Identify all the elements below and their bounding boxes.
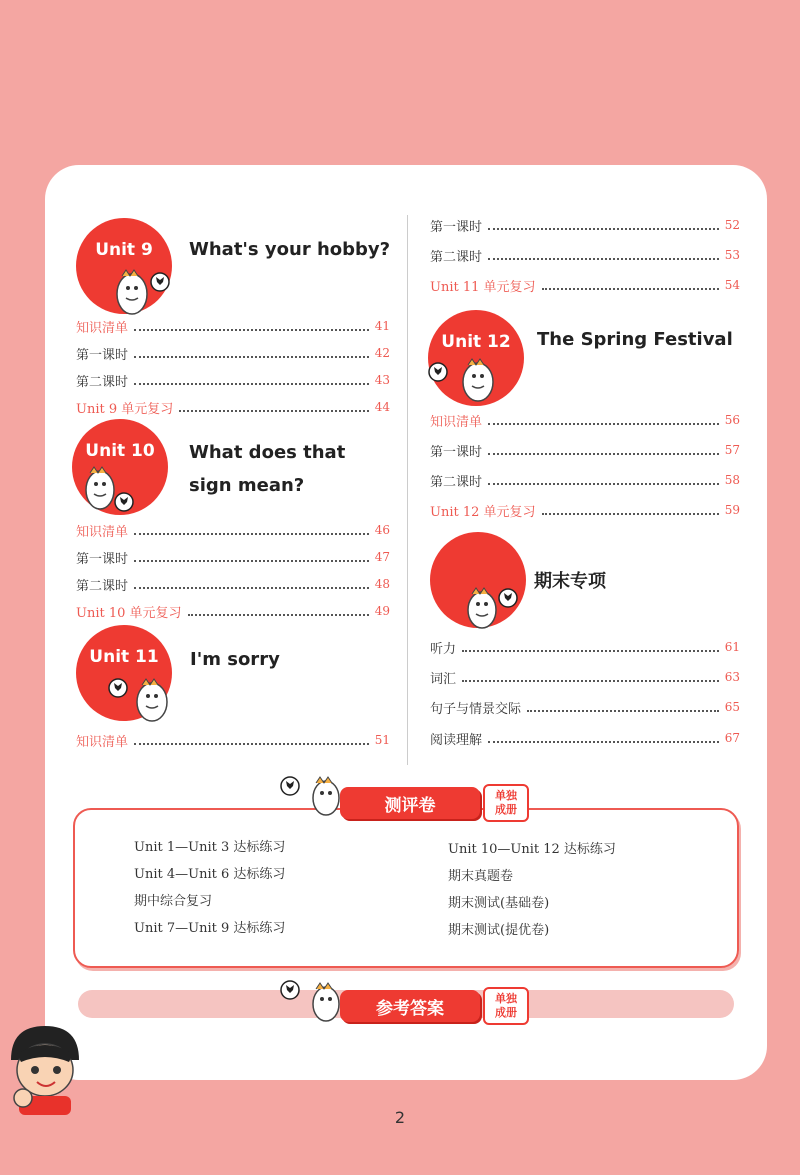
toc-row-label: 知识清单	[76, 734, 129, 750]
toc-row-label: 第二课时	[430, 249, 483, 265]
toc-row-label: Unit 11 单元复习	[430, 279, 536, 295]
test-paper-item[interactable]: 期末测试(提优卷)	[448, 923, 550, 938]
toc-row-label: 知识清单	[430, 414, 483, 430]
toc-row-label: 第二课时	[430, 474, 483, 490]
toc-row-label: 第二课时	[76, 374, 129, 390]
dinosaur-mascot-icon	[104, 264, 176, 320]
toc-row-page: 63	[724, 670, 740, 684]
dot-leader	[188, 614, 369, 616]
toc-row-page: 59	[724, 503, 740, 517]
dot-leader	[134, 329, 369, 331]
toc-row-page: 49	[374, 604, 390, 618]
separate-volume-tag	[483, 987, 529, 1025]
unit-title-line: What's your hobby?	[189, 239, 391, 260]
toc-row[interactable]	[430, 440, 740, 460]
unit-title	[534, 565, 606, 598]
unit-badge-label: Unit 9	[95, 240, 153, 260]
toc-row-label: 听力	[430, 641, 457, 657]
test-paper-item[interactable]: Unit 4—Unit 6 达标练习	[134, 867, 286, 882]
dot-leader	[462, 680, 719, 682]
toc-row-label: 知识清单	[76, 320, 129, 336]
toc-row-label: 第一课时	[430, 219, 483, 235]
toc-row[interactable]	[430, 500, 740, 520]
toc-row-label: 第一课时	[76, 347, 129, 363]
dot-leader	[527, 710, 719, 712]
test-papers-title: 测评卷	[340, 787, 480, 819]
toc-row-page: 54	[724, 278, 740, 292]
unit-title	[190, 643, 280, 676]
toc-row[interactable]	[430, 275, 740, 295]
toc-row-label: 第一课时	[430, 444, 483, 460]
toc-row-label: 第二课时	[76, 578, 129, 594]
unit-badge-label: Unit 11	[89, 647, 159, 667]
toc-row-page: 47	[374, 550, 390, 564]
toc-row-label: Unit 10 单元复习	[76, 605, 182, 621]
toc-row-page: 41	[374, 319, 390, 333]
test-paper-item[interactable]: 期末真题卷	[448, 869, 514, 884]
answer-title: 参考答案	[340, 990, 480, 1022]
toc-row-page: 43	[374, 373, 390, 387]
unit-badge-label: Unit 12	[441, 332, 511, 352]
test-paper-item[interactable]: 期中综合复习	[134, 894, 213, 909]
toc-row-label: 第一课时	[76, 551, 129, 567]
dinosaur-mascot-icon	[76, 460, 140, 516]
test-paper-item[interactable]: Unit 1—Unit 3 达标练习	[134, 840, 286, 855]
unit-title-line: 期末专项	[534, 571, 606, 592]
dot-leader	[134, 587, 369, 589]
dinosaur-mascot-icon	[426, 352, 502, 408]
toc-row[interactable]	[76, 343, 390, 363]
column-divider	[407, 215, 408, 765]
dot-leader	[179, 410, 368, 412]
toc-row-label: Unit 12 单元复习	[430, 504, 536, 520]
toc-row-page: 61	[724, 640, 740, 654]
toc-row[interactable]	[430, 410, 740, 430]
toc-row[interactable]	[430, 697, 740, 717]
toc-row[interactable]	[76, 370, 390, 390]
boy-mascot-icon	[5, 1020, 85, 1115]
dot-leader	[134, 533, 369, 535]
toc-row-page: 51	[374, 733, 390, 747]
dot-leader	[134, 743, 369, 745]
toc-row-label: 知识清单	[76, 524, 129, 540]
dot-leader	[488, 258, 719, 260]
toc-row[interactable]	[76, 547, 390, 567]
toc-row[interactable]	[430, 728, 740, 748]
toc-row[interactable]	[76, 397, 390, 417]
test-papers-box	[73, 808, 739, 968]
test-paper-item[interactable]: 期末测试(基础卷)	[448, 896, 550, 911]
toc-row-page: 57	[724, 443, 740, 457]
unit-title-line: What does that	[189, 442, 346, 463]
toc-row[interactable]	[76, 316, 390, 336]
dot-leader	[488, 423, 719, 425]
toc-row-page: 58	[724, 473, 740, 487]
toc-row[interactable]	[76, 574, 390, 594]
toc-row[interactable]	[430, 215, 740, 235]
dot-leader	[134, 383, 369, 385]
toc-row[interactable]	[76, 601, 390, 621]
dot-leader	[488, 228, 719, 230]
dot-leader	[542, 513, 719, 515]
unit-badge-label: Unit 10	[85, 441, 155, 461]
dot-leader	[462, 650, 719, 652]
dinosaur-mascot-icon	[104, 670, 176, 726]
page-number: 2	[394, 1108, 406, 1127]
dot-leader	[134, 356, 369, 358]
tag-line: 单独	[495, 789, 517, 802]
toc-row-page: 46	[374, 523, 390, 537]
toc-row[interactable]	[430, 245, 740, 265]
toc-row-page: 53	[724, 248, 740, 262]
toc-row-page: 48	[374, 577, 390, 591]
toc-row-label: Unit 9 单元复习	[76, 401, 174, 417]
dot-leader	[134, 560, 369, 562]
toc-row[interactable]	[76, 730, 390, 750]
test-paper-item[interactable]: Unit 10—Unit 12 达标练习	[448, 842, 616, 857]
unit-title	[189, 436, 345, 502]
toc-row-page: 67	[724, 731, 740, 745]
tag-line: 单独	[495, 992, 517, 1005]
unit-title	[189, 233, 390, 266]
dot-leader	[542, 288, 719, 290]
dot-leader	[488, 453, 719, 455]
unit-title	[537, 323, 733, 356]
toc-row-label: 句子与情景交际	[430, 701, 522, 717]
toc-row-label: 词汇	[430, 671, 457, 687]
dot-leader	[488, 483, 719, 485]
toc-row-page: 65	[724, 700, 740, 714]
toc-row-page: 56	[724, 413, 740, 427]
toc-row[interactable]	[430, 470, 740, 490]
toc-row[interactable]	[76, 520, 390, 540]
toc-row-label: 阅读理解	[430, 732, 483, 748]
dot-leader	[488, 741, 719, 743]
separate-volume-tag	[483, 784, 529, 822]
dinosaur-mascot-icon	[458, 580, 522, 634]
unit-title-line: sign mean?	[189, 475, 305, 496]
unit-title-line: I'm sorry	[190, 649, 280, 670]
toc-row-page: 44	[374, 400, 390, 414]
toc-row-page: 52	[724, 218, 740, 232]
toc-row[interactable]	[430, 667, 740, 687]
tag-line: 成册	[495, 1006, 517, 1019]
tag-line: 成册	[495, 803, 517, 816]
test-paper-item[interactable]: Unit 7—Unit 9 达标练习	[134, 921, 286, 936]
toc-row[interactable]	[430, 637, 740, 657]
toc-row-page: 42	[374, 346, 390, 360]
unit-title-line: The Spring Festival	[537, 329, 733, 350]
